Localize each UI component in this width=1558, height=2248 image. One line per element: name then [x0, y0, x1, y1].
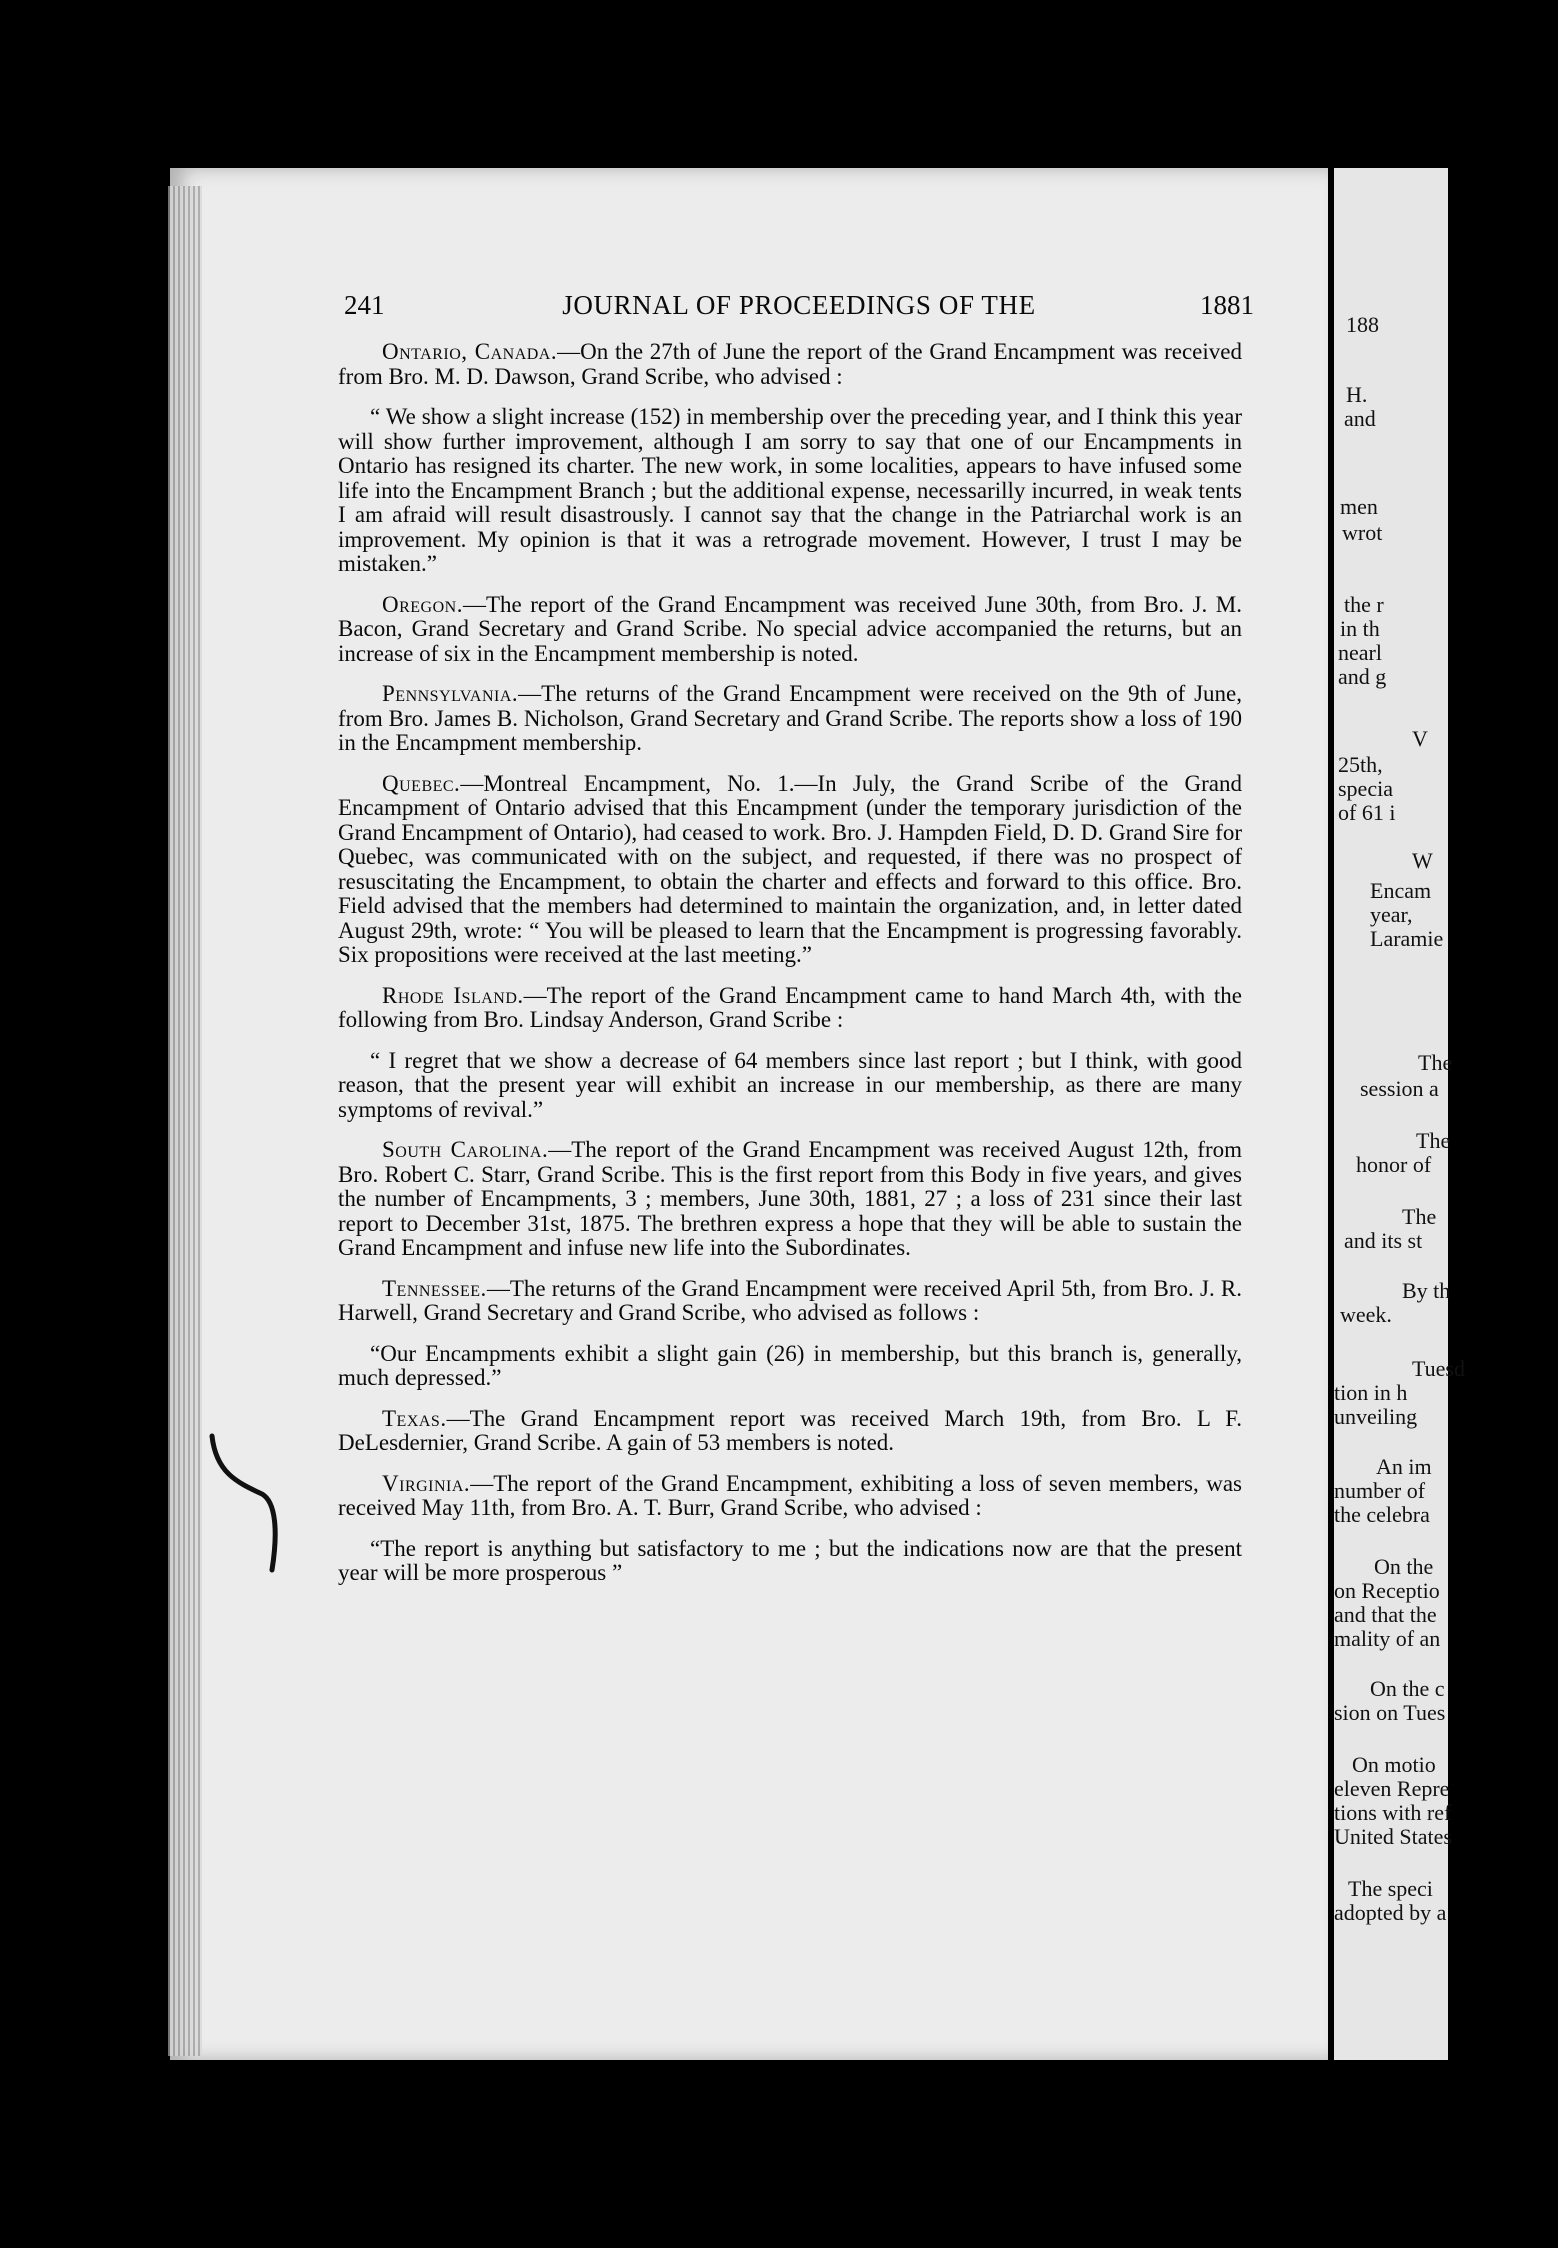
paragraph-ontario — [338, 340, 1242, 389]
state-heading: South Carolina. — [382, 1137, 549, 1162]
paragraph-body: —The report of the Grand Encampment was received August 12th, from Bro. Robert C. Starr, Grand Scribe. This is the first report from this Body in five years, and gives the number of Encampments, 3 ; members, June 30th, 1881, 27 ; a loss of 231 since their last report to December 31st, 1875. The brethren express a hope that they will be able to sustain the Grand Encampment and infuse new life into the Subordinates. — [338, 1137, 1242, 1260]
facing-text: and its st — [1344, 1228, 1423, 1253]
paragraph-virginia — [338, 1472, 1242, 1521]
state-heading: Texas. — [382, 1405, 447, 1431]
facing-text: adopted by a — [1334, 1900, 1447, 1925]
facing-text: The — [1416, 1128, 1451, 1153]
page-stack-edge — [168, 186, 202, 2056]
facing-text: wrot — [1342, 520, 1383, 545]
facing-text: session a — [1360, 1076, 1439, 1101]
facing-text: W — [1412, 848, 1433, 873]
facing-text: men — [1340, 494, 1378, 519]
paragraph-body: —The returns of the Grand Encampment were received on the 9th of June, from Bro. James B. Nicholson, Grand Secretary and Grand Scribe. The reports show a loss of 190 in the Encampment membership. — [338, 681, 1242, 755]
facing-text: in th — [1340, 616, 1380, 641]
facing-text: On the — [1374, 1554, 1434, 1579]
facing-text: On the c — [1370, 1676, 1445, 1701]
state-heading: Pennsylvania. — [382, 681, 519, 706]
paragraph-body: —The report of the Grand Encampment was received June 30th, from Bro. J. M. Bacon, Grand Secretary and Grand Scribe. No special advice accompanied the returns, but an increase of six in the Encampment membership is noted. — [338, 591, 1242, 666]
paragraph-rhode-island — [338, 984, 1242, 1033]
state-heading: Virginia. — [382, 1470, 471, 1496]
text-column — [338, 340, 1242, 1602]
paragraph-pennsylvania — [338, 682, 1242, 756]
paragraph-south-carolina — [338, 1138, 1242, 1261]
facing-text: specia — [1338, 776, 1393, 801]
facing-text: United States — [1334, 1824, 1452, 1849]
paragraph-tennessee — [338, 1277, 1242, 1326]
quote-rhode-island: “ I regret that we show a decrease of 64 members since last report ; but I think, with good reason, that the present year will exhibit an increase in our membership, as there are many symptoms of revival.” — [338, 1047, 1242, 1122]
facing-text: H. — [1346, 382, 1368, 407]
state-heading: Quebec. — [382, 770, 461, 796]
page-title: JOURNAL OF PROCEEDINGS OF THE — [562, 290, 1036, 320]
facing-text: Encam — [1370, 878, 1432, 903]
facing-text: of 61 i — [1338, 800, 1396, 825]
facing-text: the celebra — [1334, 1502, 1430, 1527]
facing-text: eleven Repre — [1334, 1776, 1450, 1801]
facing-text: honor of — [1356, 1152, 1432, 1177]
facing-text: V — [1412, 726, 1428, 751]
facing-text: Tuesd — [1412, 1356, 1465, 1381]
page-year: 1881 — [1200, 290, 1254, 320]
facing-text: unveiling — [1334, 1404, 1418, 1429]
state-heading: Ontario, Canada. — [382, 339, 558, 364]
facing-text: year, — [1370, 902, 1413, 927]
paragraph-oregon — [338, 593, 1242, 667]
facing-text: on Receptio — [1334, 1578, 1440, 1603]
facing-text: and g — [1338, 664, 1387, 689]
facing-text: the r — [1344, 592, 1384, 617]
paragraph-body: —The report of the Grand Encampment came to hand March 4th, with the following from Bro. Lindsay Anderson, Grand Scribe : — [338, 982, 1242, 1032]
paragraph-body: —The report of the Grand Encampment, exhibiting a loss of seven members, was received May 11th, from Bro. A. T. Burr, Grand Scribe, who advised : — [338, 1470, 1242, 1520]
facing-text: The speci — [1348, 1876, 1433, 1901]
facing-text: By th — [1402, 1278, 1451, 1303]
facing-text: tions with ref — [1334, 1800, 1452, 1825]
facing-text: 188 — [1346, 312, 1379, 337]
quote-virginia: “The report is anything but satisfactory to me ; but the indications now are that the present year will be more prosperous ” — [338, 1535, 1242, 1585]
paragraph-quebec — [338, 772, 1242, 968]
margin-bracket-mark — [206, 1432, 286, 1572]
paragraph-body: —On the 27th of June the report of the Grand Encampment was received from Bro. M. D. Dawson, Grand Scribe, who advised : — [338, 339, 1242, 389]
facing-page — [1334, 168, 1465, 2060]
facing-text: number of — [1334, 1478, 1426, 1503]
facing-text: mality of an — [1334, 1626, 1441, 1651]
facing-text: nearl — [1338, 640, 1382, 665]
quote-tennessee: “Our Encampments exhibit a slight gain (26) in membership, but this branch is, generally, much depressed.” — [338, 1340, 1242, 1390]
state-heading: Oregon. — [382, 591, 463, 617]
state-heading: Tennessee. — [382, 1275, 487, 1301]
paragraph-body: —The Grand Encampment report was received March 19th, from Bro. L F. DeLesdernier, Grand Scribe. A gain of 53 members is noted. — [338, 1405, 1242, 1455]
paragraph-body: —Montreal Encampment, No. 1.—In July, the Grand Scribe of the Grand Encampment of Ontario advised that this Encampment (under the temporary jurisdiction of the Grand Encampment of Ontario), had ceased to work. Bro. J. Hampden Field, D. D. Grand Sire for Quebec, was communicated with on the subject, and requested, if there was no prospect of resuscitating the Encampment, to obtain the charter and effects and forward to this office. Bro. Field advised that the members had determined to maintain the organization, and, in letter dated August 29th, wrote: “ You will be pleased to learn that the Encampment is progressing favorably. Six propositions were received at the last meeting.” — [338, 770, 1242, 967]
facing-text: sion on Tues — [1334, 1700, 1446, 1725]
facing-text: tion in h — [1334, 1380, 1408, 1405]
running-head — [344, 290, 1254, 330]
facing-text: and that the — [1334, 1602, 1437, 1627]
paragraph-texas — [338, 1407, 1242, 1456]
state-heading: Rhode Island. — [382, 982, 524, 1008]
paragraph-body: —The returns of the Grand Encampment were received April 5th, from Bro. J. R. Harwell, Grand Secretary and Grand Scribe, who advised as follows : — [338, 1275, 1242, 1325]
facing-text: Laramie — [1370, 926, 1444, 951]
facing-text: The — [1418, 1050, 1453, 1075]
facing-text: On motio — [1352, 1752, 1436, 1777]
facing-text: and — [1344, 406, 1376, 431]
facing-text: The — [1402, 1204, 1437, 1229]
facing-text: 25th, — [1338, 752, 1383, 777]
quote-ontario: “ We show a slight increase (152) in membership over the preceding year, and I think this year will show further improvement, although I am sorry to say that one of our Encampments in Ontario has resigned its charter. The new work, in some localities, appears to have infused some life into the Encampment Branch ; but the additional expense, necessarilly incurred, in weak tents I am afraid will result disastrously. I cannot say that the change in the Patriarchal work is an improvement. My opinion is that it was a retrograde movement. However, I trust I may be mistaken.” — [338, 404, 1242, 576]
facing-text: An im — [1376, 1454, 1432, 1479]
facing-text: week. — [1340, 1302, 1392, 1327]
page-number: 241 — [344, 290, 385, 320]
